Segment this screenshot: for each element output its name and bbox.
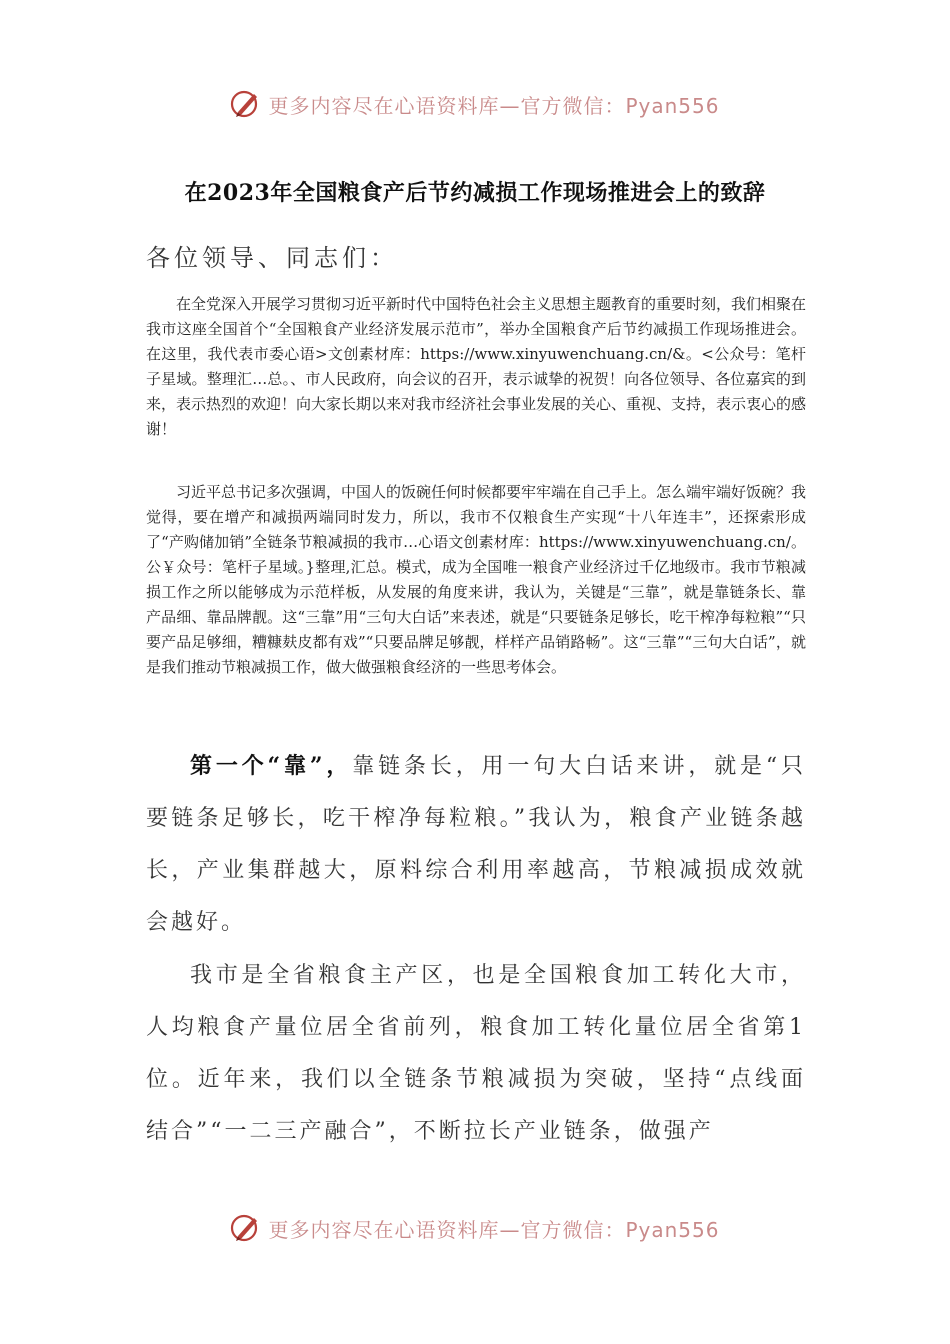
pen-logo-icon <box>230 1212 262 1244</box>
paragraph-opening: 在全党深入开展学习贯彻习近平新时代中国特色社会主义思想主题教育的重要时刻，我们相聚在我市这座全国首个“全国粮食产业经济发展示范市”，举办全国粮食产后节约减损工作现场推进会。在这里，我代表市委心语>文创素材库：https://www.xinyuwenchuang.cn/&。<公众号：笔杆子星域。整理汇…总。、市人民政府，向会议的召开，表示诚挚的祝贺！向各位领导、各位嘉宾的到来，表示热烈的欢迎！向大家长期以来对我市经济社会事业发展的关心、重视、支持，表示衷心的感谢！ <box>146 295 807 438</box>
watermark-banner-bottom <box>0 1208 950 1248</box>
paragraph-first-key <box>146 740 806 949</box>
paragraph-body: 靠链条长，用一句大白话来讲，就是“只要链条足够长，吃干榨净每粒粮。”我认为，粮食产业链条越长，产业集群越大，原料综合利用率越高，节粮减损成效就会越好。 <box>146 754 807 935</box>
paragraph-lead: 第一个“靠”， <box>190 753 353 779</box>
watermark-banner-top <box>0 84 950 124</box>
watermark-text: 更多内容尽在心语资料库—官方微信：Pyan556 <box>268 93 720 118</box>
watermark-text: 更多内容尽在心语资料库—官方微信：Pyan556 <box>268 1217 720 1242</box>
paragraph-three-keys: 习近平总书记多次强调，中国人的饭碗任何时候都要牢牢端在自己手上。怎么端牢端好饭碗？我觉得，要在增产和减损两端同时发力，所以，我市不仅粮食生产实现“十八年连丰”，还探索形成了“产购储加销”全链条节粮减损的我市…心语文创素材库：https://www.xinyuwenchuang.cn/。公￥众号：笔杆子星域。}整理,汇总。模式，成为全国唯一粮食产业经济过千亿地级市。我市节粮减损工作之所以能够成为示范样板，从发展的角度来讲，我认为，关键是“三靠”，就是靠链条长、靠产品细、靠品牌靓。这“三靠”用“三句大白话”来表述，就是“只要链条足够长，吃干榨净每粒粮”“只要产品足够细，糟糠麸皮都有戏”“只要品牌足够靓，样样产品销路畅”。这“三靠”“三句大白话”，就是我们推动节粮减损工作，做大做强粮食经济的一些思考体会。 <box>146 483 807 676</box>
salutation: 各位领导、同志们： <box>146 244 398 272</box>
paragraph-city-overview: 我市是全省粮食主产区，也是全国粮食加工转化大市，人均粮食产量位居全省前列，粮食加工转化量位居全省第1位。近年来，我们以全链条节粮减损为突破，坚持“点线面结合”“一二三产融合”，不断拉长产业链条，做强产 <box>146 963 806 1144</box>
document-title: 在2023年全国粮食产后节约减损工作现场推进会上的致辞 <box>184 180 766 206</box>
pen-logo-icon <box>230 88 262 120</box>
